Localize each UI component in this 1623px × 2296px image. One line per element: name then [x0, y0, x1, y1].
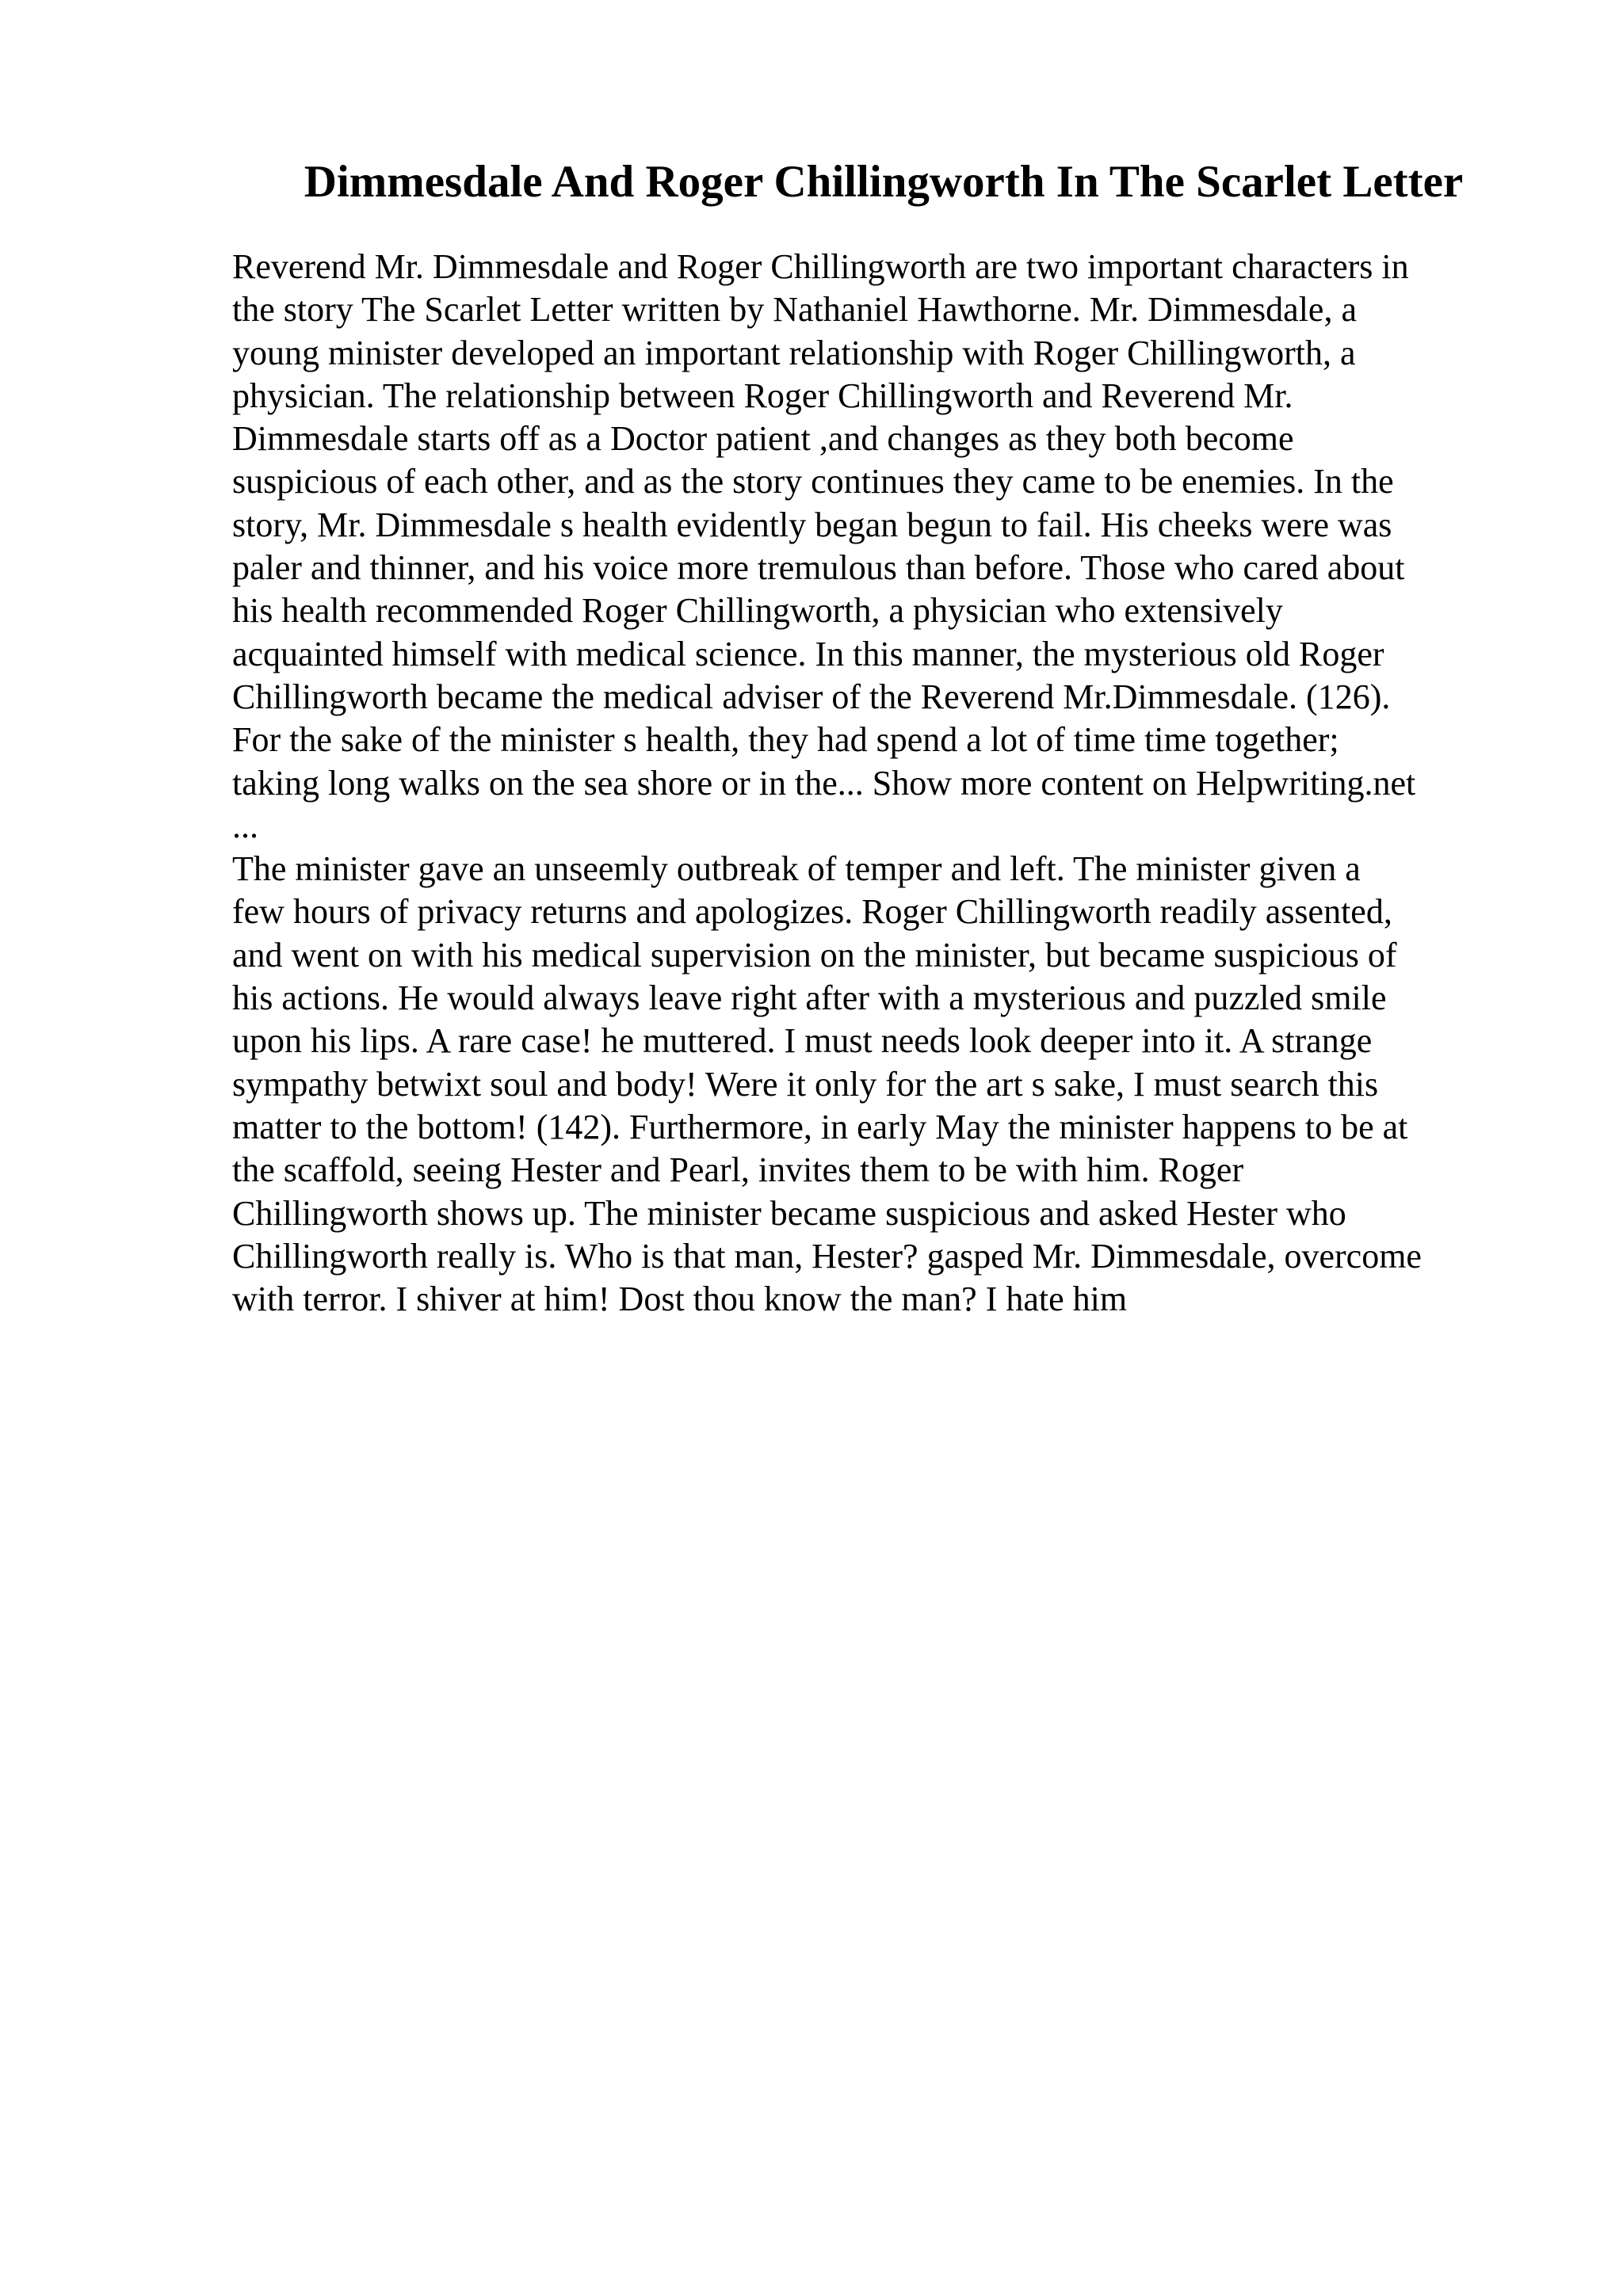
body-line: and went on with his medical supervision on the minister, but became suspicious of — [232, 935, 1397, 974]
body-line: young minister developed an important relationship with Roger Chillingworth, a — [232, 333, 1356, 372]
body-line: few hours of privacy returns and apologizes. Roger Chillingworth readily assented, — [232, 892, 1392, 932]
body-line: with terror. I shiver at him! Dost thou know the man? I hate him — [232, 1280, 1128, 1319]
body-line: Chillingworth really is. Who is that man, Hester? gasped Mr. Dimmesdale, overcome — [232, 1236, 1422, 1276]
body-line: acquainted himself with medical science. In this manner, the mysterious old Roger — [232, 634, 1384, 673]
body-line: Chillingworth shows up. The minister became suspicious and asked Hester who — [232, 1193, 1346, 1233]
document-body — [232, 246, 1532, 1321]
body-line: suspicious of each other, and as the story continues they came to be enemies. In the — [232, 462, 1394, 502]
body-line: physician. The relationship between Roger Chillingworth and Reverend Mr. — [232, 376, 1293, 415]
body-line: Chillingworth became the medical adviser of the Reverend Mr.Dimmesdale. (126). — [232, 677, 1391, 716]
body-line: upon his lips. A rare case! he muttered. I must needs look deeper into it. A strange — [232, 1021, 1373, 1061]
body-line: the story The Scarlet Letter written by Nathaniel Hawthorne. Mr. Dimmesdale, a — [232, 290, 1357, 330]
body-line: sympathy betwixt soul and body! Were it only for the art s sake, I must search this — [232, 1064, 1379, 1104]
body-line: ... — [232, 806, 258, 845]
body-line: paler and thinner, and his voice more tremulous than before. Those who cared about — [232, 548, 1405, 588]
body-line: Reverend Mr. Dimmesdale and Roger Chillingworth are two important characters in — [232, 247, 1409, 286]
body-line: story, Mr. Dimmesdale s health evidently began begun to fail. His cheeks were was — [232, 505, 1392, 544]
document-title: Dimmesdale And Roger Chillingworth In The Scarlet Letter — [304, 157, 1464, 207]
body-line: Dimmesdale starts off as a Doctor patient ,and changes as they both become — [232, 419, 1294, 459]
body-line: his health recommended Roger Chillingworth, a physician who extensively — [232, 591, 1283, 631]
body-line: For the sake of the minister s health, they had spend a lot of time time together; — [232, 720, 1339, 760]
body-line: taking long walks on the sea shore or in the... Show more content on Helpwriting.net — [232, 763, 1416, 803]
body-line: matter to the bottom! (142). Furthermore, in early May the minister happens to be at — [232, 1107, 1408, 1146]
body-line: the scaffold, seeing Hester and Pearl, invites them to be with him. Roger — [232, 1150, 1244, 1190]
body-line: The minister gave an unseemly outbreak of temper and left. The minister given a — [232, 849, 1361, 889]
body-line: his actions. He would always leave right after with a mysterious and puzzled smile — [232, 978, 1387, 1018]
